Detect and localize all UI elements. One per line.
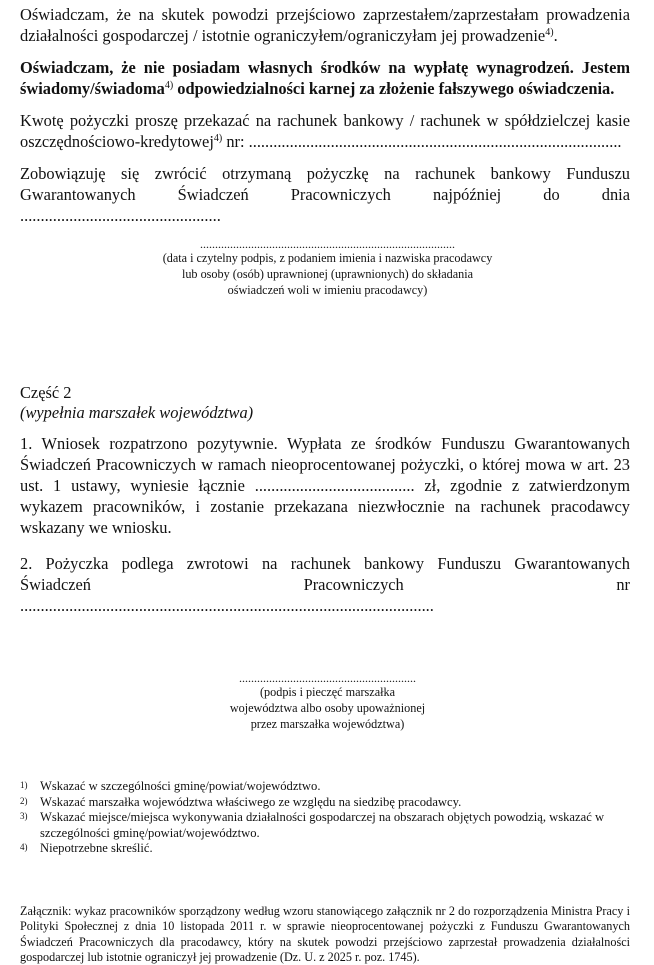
fund-account-number-field[interactable]: ..................................................................................................... xyxy=(20,596,434,615)
bank-transfer-request xyxy=(20,110,630,152)
marshal-signature-caption-line-1: (podpis i pieczęć marszałka xyxy=(259,685,395,699)
employer-signature-caption-line-3: oświadczeń woli w imieniu pracodawcy) xyxy=(227,283,428,297)
footnote-item xyxy=(20,810,630,841)
loan-amount-field[interactable]: ....................................... xyxy=(254,476,415,495)
part2-subheading: (wypełnia marszałek województwa) xyxy=(20,403,254,422)
employer-signature-field[interactable]: ..................................................................................... xyxy=(200,238,455,250)
footnote-ref: 4) xyxy=(545,27,554,38)
employer-signature-block xyxy=(140,238,515,298)
part2-item-1 xyxy=(20,433,630,538)
repayment-commitment-text: Zobowiązuję się zwrócić otrzymaną pożyczkę na rachunek bankowy Funduszu Gwarantowanych Świadczeń Pracowniczych najpóźniej do dnia xyxy=(20,164,630,204)
part2-item-2 xyxy=(20,553,630,616)
footnote-text: Wskazać w szczególności gminę/powiat/województwo. xyxy=(40,779,321,793)
employer-signature-caption-line-1: (data i czytelny podpis, z podaniem imienia i nazwiska pracodawcy xyxy=(162,251,493,265)
footnote-number: 1) xyxy=(20,780,28,790)
footnote-text: Wskazać miejsce/miejsca wykonywania działalności gospodarczej na obszarach objętych powodzią, wskazać w szczególności gminę/powiat/województwo. xyxy=(40,810,605,840)
repayment-commitment xyxy=(20,163,630,226)
marshal-signature-caption-line-3: przez marszałka województwa) xyxy=(250,717,405,731)
part2-item-1-text-a: 1. Wniosek rozpatrzono pozytywnie. Wypłata ze środków Funduszu Gwarantowanych Świadczeń Pracowniczych w ramach nieoprocentowanej pożyczki, o której mowa w art. 23 ust. 1 ustawy, wyniesie łącznie xyxy=(20,434,630,495)
footnote-number: 2) xyxy=(20,795,28,806)
part2-heading: Część 2 xyxy=(20,383,72,402)
footnote-ref: 4) xyxy=(164,80,174,91)
statement-business-closure: Oświadczam, że na skutek powodzi przejściowo zaprzestałem/zaprzestałam prowadzenia działalności gospodarczej / istotnie ograniczyłem/ograniczyłam jej prowadzenie$^{4)}$. xyxy=(20,5,630,45)
footnote-text: Niepotrzebne skreślić. xyxy=(40,841,153,855)
statement-no-funds-text-b: odpowiedzialności karnej za złożenie fałszywego oświadczenia. xyxy=(173,79,615,98)
bank-transfer-text-a: Kwotę pożyczki proszę przekazać na rachunek bankowy / rachunek w spółdzielczej kasie oszczędnościowo-kredytowej xyxy=(20,111,630,151)
footnote-text: Wskazać marszałka województwa właściwego ze względu na siedzibę pracodawcy. xyxy=(40,794,462,809)
part2-item-1-text-b: zł, zgodnie z zatwierdzonym wykazem pracowników, i zostanie przekazana niezwłocznie na rachunek pracodawcy wskazany we wniosku. xyxy=(20,476,631,537)
footnotes xyxy=(20,779,630,857)
bank-transfer-text-b: nr: xyxy=(222,132,249,151)
bank-account-number-field[interactable]: ........................................................................................... xyxy=(248,132,622,151)
attachment-note: Załącznik: wykaz pracowników sporządzony według wzoru stanowiącego załącznik nr 2 do rozporządzenia Ministra Pracy i Polityki Społecznej z dnia 10 listopada 2011 r. w sprawie nieoprocentowanej pożyczki z Funduszu Gwarantowanych Świadczeń Pracowniczych dla pracodawcy, który na skutek powodzi przejściowo zaprzestał prowadzenia działalności gospodarczej lub istotnie ograniczył jej prowadzenie (Dz. U. z 2025 r. poz. 1745). xyxy=(20,904,630,964)
part2-item-2-text: 2. Pożyczka podlega zwrotowi na rachunek bankowy Funduszu Gwarantowanych Świadczeń Pracowniczych nr xyxy=(20,554,630,594)
marshal-signature-caption-line-2: województwa albo osoby upoważnionej xyxy=(229,701,426,715)
footnote-item xyxy=(20,841,630,857)
footnote-ref: 4) xyxy=(213,133,223,144)
footnote-number: 4) xyxy=(20,842,28,852)
statement-no-funds-text-a: Oświadczam, że nie posiadam własnych środków na wypłatę wynagrodzeń. Jestem świadomy/świadoma xyxy=(20,58,630,98)
statement-business-closure-text: Oświadczam, że na skutek powodzi przejściowo zaprzestałem/zaprzestałam prowadzenia działalności gospodarczej / istotnie ograniczyłem/ograniczyłam jej prowadzenie xyxy=(20,5,630,45)
marshal-signature-block xyxy=(195,672,460,732)
statement-no-funds xyxy=(20,57,630,99)
marshal-signature-field[interactable]: ........................................................... xyxy=(239,672,416,684)
footnote-item xyxy=(20,779,630,795)
employer-signature-caption-line-2: lub osoby (osób) uprawnionej (uprawnionych) do składania xyxy=(181,267,474,281)
footnote-item xyxy=(20,795,630,811)
footnote-number: 3) xyxy=(20,811,28,821)
repayment-date-field[interactable]: ................................................. xyxy=(20,206,221,225)
